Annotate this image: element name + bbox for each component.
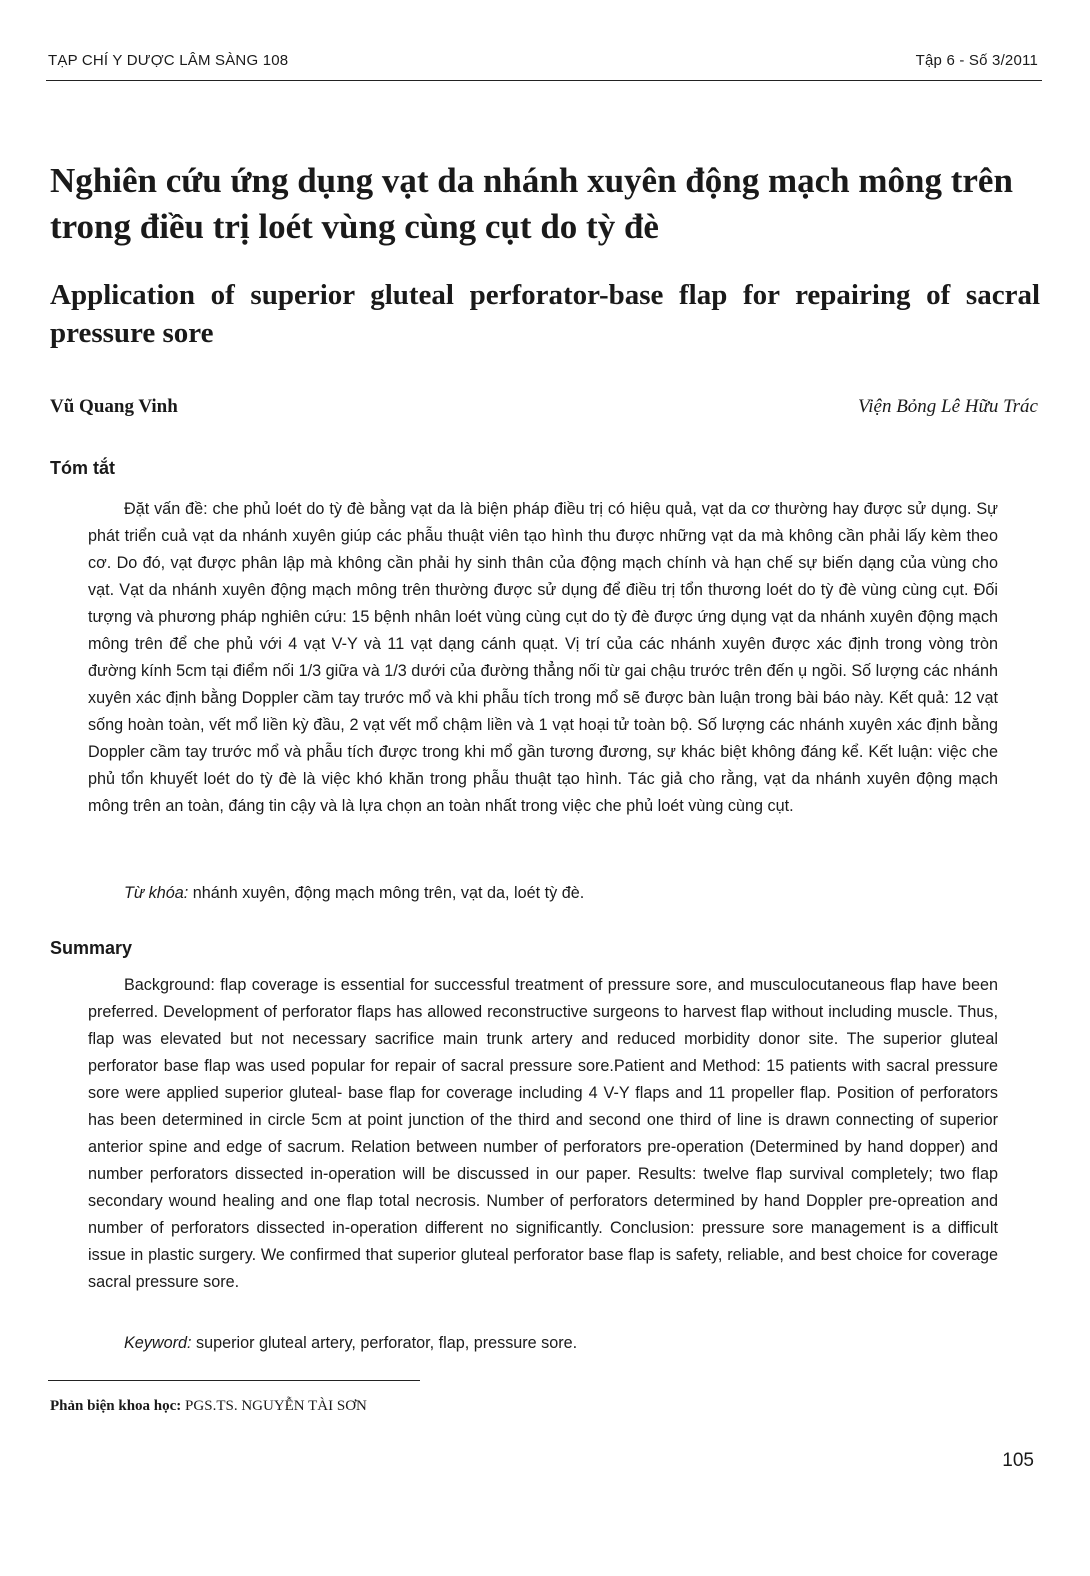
footnote-divider bbox=[48, 1380, 420, 1381]
author-affiliation: Viện Bỏng Lê Hữu Trác bbox=[858, 396, 1038, 417]
author-name: Vũ Quang Vinh bbox=[50, 396, 178, 417]
keywords-english bbox=[124, 1330, 998, 1357]
section-heading-summary: Summary bbox=[50, 938, 133, 958]
abstract-english: Background: flap coverage is essential for successful treatment of pressure sore, and musculocutaneous flap have been preferred. Development of perforator flaps has allowed reconstructive surgeons to harvest flap without including muscle. Thus, flap was elevated but not necessary sacrifice main trunk artery and reduced morbidity donor site. The superior gluteal perforator base flap was used popular for repair of sacral pressure sore.Patient and Method: 15 patients with sacral pressure sore were applied superior gluteal- base flap for coverage including 4 V-Y flaps and 11 propeller flap. Position of perforators has been determined in circle 5cm at point junction of the third and second one third of line is drawn connecting of superior anterior spine and edge of sacrum. Relation between number of perforators pre-operation (Determined by hand dopper) and number perforators dissected in-operation will be discussed in our paper. Results: twelve flap survival completely; two flap secondary wound healing and one flap total necrosis. Number of perforators determined by hand Doppler pre-opreation and number of perforators dissected in-operation different no significantly. Conclusion: pressure sore management is a difficult issue in plastic surgery. We confirmed that superior gluteal perforator base flap is safety, reliable, and best choice for coverage sacral pressure sore. bbox=[88, 976, 998, 1291]
keywords-text: superior gluteal artery, perforator, flap, pressure sore. bbox=[191, 1334, 578, 1352]
keywords-vietnamese bbox=[124, 880, 998, 907]
abstract-vietnamese: Đặt vấn đề: che phủ loét do tỳ đè bằng vạt da là biện pháp điều trị có hiệu quả, vạt da cơ thường hay được sử dụng. Sự phát triển cuả vạt da nhánh xuyên giúp các phẫu thuật viên tạo hình thu được những vạt da mà không cần phải lấy kèm theo cơ. Do đó, vạt được phân lập mà không cần phải hy sinh thân của động mạch chính và hạn chế sự biến dạng của vùng cho vạt. Vạt da nhánh xuyên động mạch mông trên thường được sử dụng để điều trị tổn thương loét do tỳ đè vùng cùng cụt. Đối tượng và phương pháp nghiên cứu: 15 bệnh nhân loét vùng cùng cụt do tỳ đè được ứng dụng vạt da nhánh xuyên động mạch mông trên để che phủ với 4 vạt V-Y và 11 vạt dạng cánh quạt. Vị trí của các nhánh xuyên được xác định trong vòng tròn đường kính 5cm tại điểm nối 1/3 giữa và 1/3 dưới của đường thẳng nối từ gai chậu trước trên đến ụ ngồi. Số lượng các nhánh xuyên xác định bằng Doppler cầm tay trước mổ và khi phẫu tích trong mổ sẽ được bàn luận trong bài báo này. Kết quả: 12 vạt sống hoàn toàn, vết mổ liền kỳ đầu, 2 vạt vết mổ chậm liền và 1 vạt hoại tử toàn bộ. Số lượng các nhánh xuyên xác định bằng Doppler cầm tay trước mổ và phẫu tích được trong khi mổ gần tương đương, sự khác biệt không đáng kể. Kết luận: việc che phủ tổn khuyết loét do tỳ đè là việc khó khăn trong phẫu thuật tạo hình. Tác giả cho rằng, vạt da nhánh xuyên động mạch mông trên an toàn, đáng tin cậy và là lựa chọn an toàn nhất trong việc che phủ loét vùng cùng cụt. bbox=[88, 500, 998, 815]
reviewer-footnote bbox=[50, 1398, 367, 1415]
title-vietnamese: Nghiên cứu ứng dụng vạt da nhánh xuyên động mạch mông trên trong điều trị loét vùng cùng cụt do tỳ đè bbox=[50, 161, 1013, 246]
header-divider bbox=[46, 80, 1042, 81]
keywords-label: Từ khóa: bbox=[124, 884, 189, 902]
issue-number: Tập 6 - Số 3/2011 bbox=[915, 52, 1038, 69]
reviewer-name: PGS.TS. NGUYỄN TÀI SƠN bbox=[181, 1398, 367, 1414]
journal-name: TẠP CHÍ Y DƯỢC LÂM SÀNG 108 bbox=[48, 52, 289, 69]
reviewer-label: Phản biện khoa học: bbox=[50, 1398, 182, 1414]
section-heading-tomtat: Tóm tắt bbox=[50, 458, 115, 478]
title-english: Application of superior gluteal perforator-base flap for repairing of sacral pressure sore bbox=[50, 279, 1040, 349]
keywords-text: nhánh xuyên, động mạch mông trên, vạt da, loét tỳ đè. bbox=[188, 884, 585, 902]
page-number: 105 bbox=[1002, 1450, 1034, 1471]
keywords-label: Keyword: bbox=[124, 1334, 192, 1352]
